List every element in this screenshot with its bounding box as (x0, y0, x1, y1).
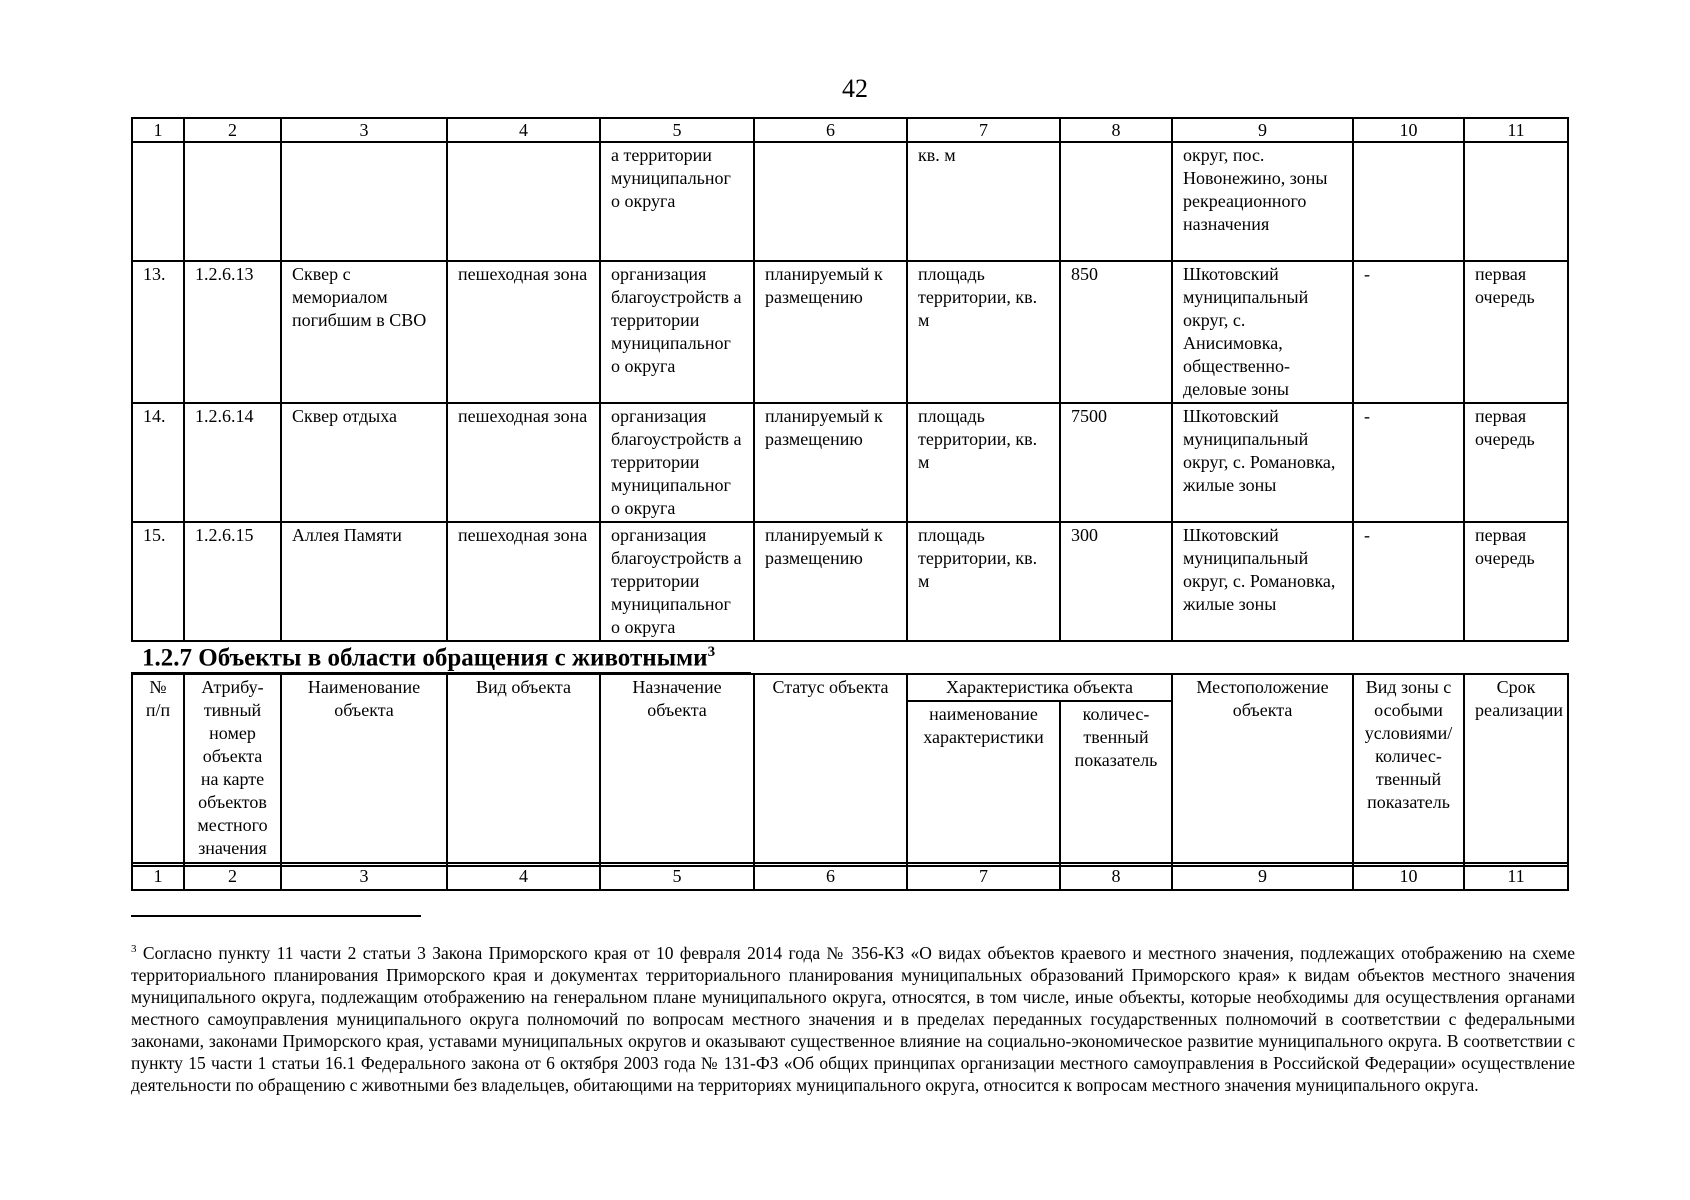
cell-value: 300 (1060, 522, 1172, 641)
header-row (132, 674, 1568, 701)
footnote (131, 938, 1575, 1096)
column-number: 4 (447, 118, 600, 142)
cell-term: первая очередь (1464, 261, 1568, 403)
header-zone: Вид зоны с особыми условиями/ количес-твенный показатель (1353, 674, 1464, 866)
column-number: 4 (447, 863, 600, 890)
column-number-row (132, 863, 1568, 890)
footnote-mark: 3 (131, 943, 137, 955)
column-number-row (132, 118, 1568, 142)
column-number: 9 (1172, 118, 1353, 142)
cell-location: Шкотовский муниципальный округ, с. Анисимовка, общественно-деловые зоны (1172, 261, 1353, 403)
column-number: 8 (1060, 118, 1172, 142)
header-location: Местоположение объекта (1172, 674, 1353, 866)
cell-empty (132, 142, 184, 261)
cell-empty (1353, 142, 1464, 261)
cell-num: 14. (132, 403, 184, 522)
page-number: 42 (842, 74, 868, 103)
header-char-value: количес-твенный показатель (1060, 701, 1172, 866)
section-title-text: 1.2.7 Объекты в области обращения с животными (142, 644, 708, 672)
table-row (132, 261, 1568, 403)
cell-status: планируемый к размещению (754, 522, 907, 641)
cell-name: Аллея Памяти (281, 522, 447, 641)
column-number: 1 (132, 118, 184, 142)
table-row (132, 522, 1568, 641)
column-number: 7 (907, 863, 1060, 890)
column-number: 6 (754, 118, 907, 142)
animals-table-numbers (131, 862, 1569, 891)
column-number: 11 (1464, 118, 1568, 142)
table-row-continued (132, 142, 1568, 261)
cell-zone: - (1353, 403, 1464, 522)
column-number: 3 (281, 863, 447, 890)
objects-table-continued (131, 117, 1569, 642)
cell-location: Шкотовский муниципальный округ, с. Романовка, жилые зоны (1172, 522, 1353, 641)
header-name: Наименование объекта (281, 674, 447, 866)
column-number: 9 (1172, 863, 1353, 890)
cell-term: первая очередь (1464, 403, 1568, 522)
header-status: Статус объекта (754, 674, 907, 866)
header-num: № п/п (132, 674, 184, 866)
cell-value: 7500 (1060, 403, 1172, 522)
column-number: 7 (907, 118, 1060, 142)
cell-purpose: организация благоустройств а территории муниципальног о округа (600, 261, 754, 403)
cell-num: 13. (132, 261, 184, 403)
header-term: Срок реализации (1464, 674, 1568, 866)
header-type: Вид объекта (447, 674, 600, 866)
column-number: 2 (184, 118, 281, 142)
cell-purpose: организация благоустройств а территории муниципальног о округа (600, 522, 754, 641)
cell-type: пешеходная зона (447, 261, 600, 403)
cell-characteristic: площадь территории, кв. м (907, 261, 1060, 403)
cell-zone: - (1353, 522, 1464, 641)
cell-type: пешеходная зона (447, 403, 600, 522)
cell-num: 15. (132, 522, 184, 641)
column-number: 1 (132, 863, 184, 890)
cell-characteristic: площадь территории, кв. м (907, 522, 1060, 641)
cell-characteristic: площадь территории, кв. м (907, 403, 1060, 522)
column-number: 5 (600, 863, 754, 890)
cell-purpose: а территории муниципальног о округа (600, 142, 754, 261)
cell-empty (447, 142, 600, 261)
header-purpose: Назначение объекта (600, 674, 754, 866)
column-number: 11 (1464, 863, 1568, 890)
column-number: 3 (281, 118, 447, 142)
cell-empty (1060, 142, 1172, 261)
cell-id: 1.2.6.15 (184, 522, 281, 641)
cell-empty (184, 142, 281, 261)
cell-type: пешеходная зона (447, 522, 600, 641)
footnote-ref: 3 (707, 644, 716, 660)
cell-id: 1.2.6.13 (184, 261, 281, 403)
animals-table-header (131, 673, 1569, 867)
column-number: 10 (1353, 118, 1464, 142)
footnote-separator (131, 915, 421, 917)
cell-id: 1.2.6.14 (184, 403, 281, 522)
cell-term: первая очередь (1464, 522, 1568, 641)
column-number: 6 (754, 863, 907, 890)
cell-zone: - (1353, 261, 1464, 403)
column-number: 8 (1060, 863, 1172, 890)
cell-purpose: организация благоустройств а территории муниципальног о округа (600, 403, 754, 522)
cell-name: Сквер отдыха (281, 403, 447, 522)
header-characteristic-group: Характеристика объекта (907, 674, 1172, 701)
header-char-name: наименование характеристики (907, 701, 1060, 866)
cell-empty (1464, 142, 1568, 261)
cell-value: 850 (1060, 261, 1172, 403)
cell-location: округ, пос. Новонежино, зоны рекреационного назначения (1172, 142, 1353, 261)
cell-status: планируемый к размещению (754, 403, 907, 522)
cell-characteristic: кв. м (907, 142, 1060, 261)
cell-empty (281, 142, 447, 261)
cell-empty (754, 142, 907, 261)
cell-status: планируемый к размещению (754, 261, 907, 403)
cell-location: Шкотовский муниципальный округ, с. Романовка, жилые зоны (1172, 403, 1353, 522)
cell-name: Сквер с мемориалом погибшим в СВО (281, 261, 447, 403)
section-title (142, 644, 715, 672)
column-number: 10 (1353, 863, 1464, 890)
header-attr: Атрибу-тивный номер объекта на карте объектов местного значения (184, 674, 281, 866)
column-number: 2 (184, 863, 281, 890)
table-row (132, 403, 1568, 522)
footnote-text: Согласно пункту 11 части 2 статьи 3 Закона Приморского края от 10 февраля 2014 года № 356-КЗ «О видах объектов краевого и местного значения, подлежащих отображению на схеме территориального планирования Приморского края и документах территориального планирования муниципальных образований Приморского края» к видам объектов местного значения муниципального округа, подлежащим отображению на генеральном плане муниципального округа, относятся, в том числе, иные объекты, которые необходимы для осуществления органами местного самоуправления муниципального округа полномочий по вопросам местного значения и в пределах переданных государственных полномочий в соответствии с федеральными законами, законами Приморского края, уставами муниципальных округов и оказывают существенное влияние на социально-экономическое развитие муниципального округа. В соответствии с пункту 15 части 1 статьи 16.1 Федерального закона от 6 октября 2003 года № 131-ФЗ «Об общих принципах организации местного самоуправления в Российской Федерации» осуществление деятельности по обращению с животными без владельцев, обитающими на территориях муниципального округа, относится к вопросам местного значения муниципального округа. (131, 942, 1575, 1095)
column-number: 5 (600, 118, 754, 142)
